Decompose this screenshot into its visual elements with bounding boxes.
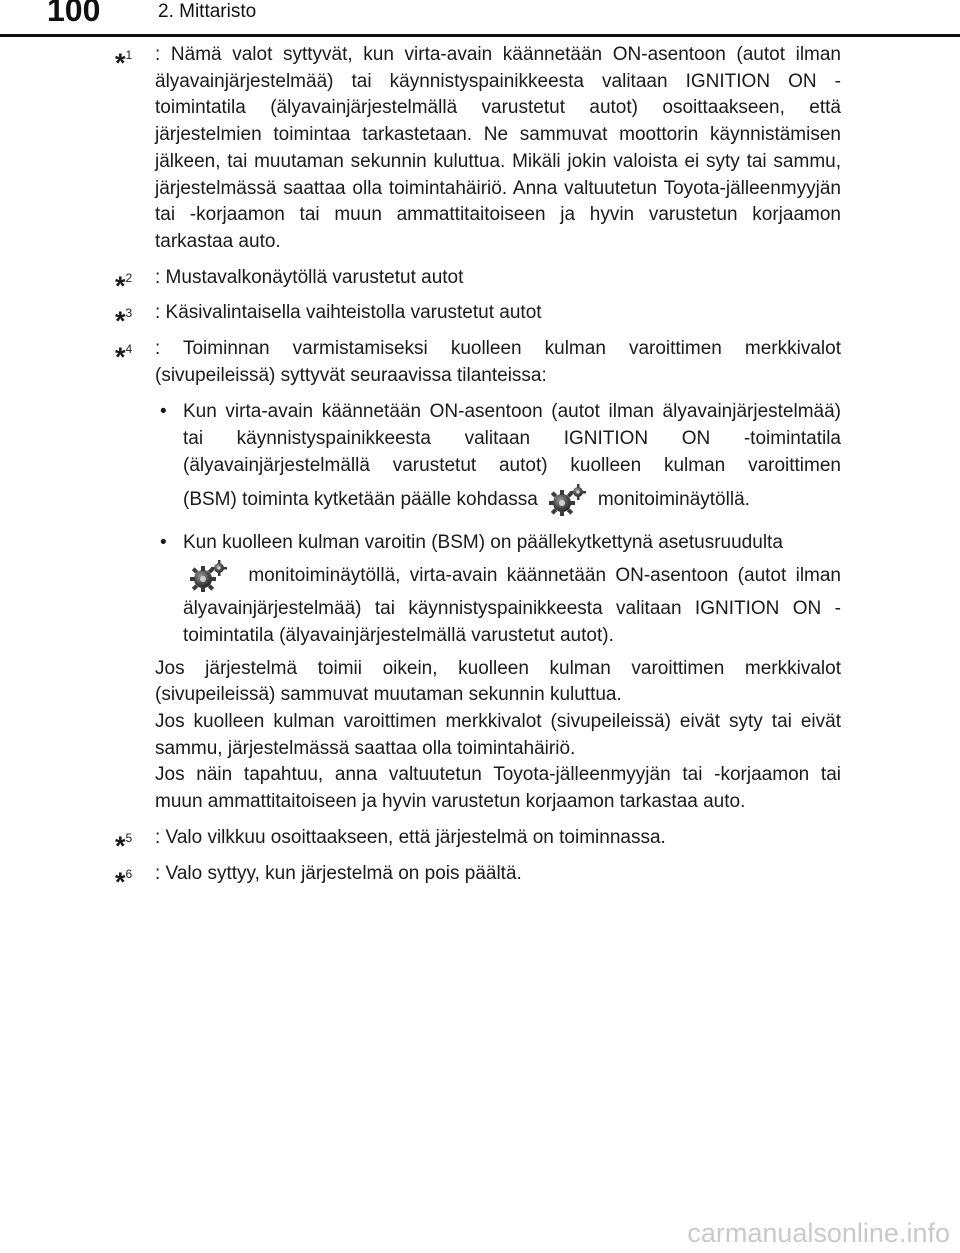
bullet-text: monitoiminäytöllä.	[597, 488, 750, 510]
header-rule	[0, 34, 960, 37]
bullet-item-1	[155, 399, 841, 519]
note4-followup	[155, 656, 841, 816]
footnote-text: : Valo vilkkuu osoittaakseen, että järjestelmä on toiminnassa.	[155, 826, 666, 848]
paragraph: Jos kuolleen kulman varoittimen merkkivalot (sivupeileissä) eivät syty tai eivät sammu, järjestelmässä saattaa olla toimintahäiriö.	[155, 711, 841, 759]
bullet-dot: •	[160, 401, 167, 423]
settings-gears-icon	[548, 483, 588, 517]
footnote-text: : Mustavalkonäytöllä varustetut autot	[155, 266, 464, 288]
footnote-2	[115, 265, 841, 301]
footnote-marker: *$^5$	[115, 830, 133, 861]
footnote-text: : Valo syttyy, kun järjestelmä on pois päältä.	[155, 862, 522, 884]
footnote-marker: *$^1$	[115, 48, 133, 78]
footnote-text: : Nämä valot syttyvät, kun virta-avain käännetään ON-asentoon (autot ilman älyavainjärjestelmää) tai käynnistyspainikkeesta valitaan IGNITION ON -toimintatila (älyavainjärjestelmällä varustetut autot) osoittaakseen, että järjestelmien toimintaa tarkastetaan. Ne sammuvat moottorin käynnistämisen jälkeen, tai muutaman sekunnin kuluttua. Mikäli jokin valoista ei syty tai sammu, järjestelmässä saattaa olla toimintahäiriö. Anna valtuutetun Toyota-jälleenmyyjän tai -korjaamon tai muun ammattitaitoiseen ja hyvin varustetun korjaamon tarkastaa auto.	[155, 44, 841, 252]
footnote-marker: *$^3$	[115, 306, 133, 337]
footnote-4	[115, 336, 841, 816]
bullet-item-2	[155, 530, 841, 650]
settings-gears-icon	[189, 559, 229, 593]
footnote-marker: *$^6$	[115, 866, 133, 897]
bullet-dot: •	[160, 531, 167, 553]
bullet-text: Kun virta-avain käännetään ON-asentoon (autot ilman älyavainjärjestelmää) tai käynnistyspainikkeesta valitaan IGNITION ON -toimintatila (älyavainjärjestelmällä varustetut autot) kuolleen kulman varoittimen	[183, 401, 841, 476]
footnote-5	[115, 825, 841, 861]
footnote-1	[115, 42, 841, 256]
footnote-6	[115, 861, 841, 897]
footnote-text: : Toiminnan varmistamiseksi kuolleen kulman varoittimen merkkivalot (sivupeileissä) syttyvät seuraavissa tilanteissa:	[155, 338, 841, 386]
paragraph: Jos näin tapahtuu, anna valtuutetun Toyota-jälleenmyyjän tai -korjaamon tai muun ammattitaitoiseen ja hyvin varustetun korjaamon tarkastaa auto.	[155, 764, 841, 813]
footnote-marker: *$^2$	[115, 270, 133, 301]
chapter-title: 2. Mittaristo	[158, 1, 257, 22]
paragraph: Jos järjestelmä toimii oikein, kuolleen kulman varoittimen merkkivalot (sivupeileissä) sammuvat muutaman sekunnin kuluttua.	[155, 657, 841, 706]
footnote-3	[115, 300, 841, 337]
watermark: carmanualsonline.info	[687, 1218, 950, 1248]
bullet-text: (BSM) toiminta kytketään päälle kohdassa	[183, 488, 538, 510]
notes-content	[115, 42, 841, 896]
page-header	[0, 0, 960, 40]
page-number: 100	[47, 0, 101, 28]
footnote-text: : Käsivalintaisella vaihteistolla varustetut autot	[155, 302, 542, 324]
bullet-text: monitoiminäytöllä, virta-avain käännetään ON-asentoon (autot ilman älyavainjärjestelmää) tai käynnistyspainikkeesta valitaan IGNITION ON -toimintatila (älyavainjärjestelmällä varustetut autot).	[183, 565, 842, 646]
bullet-text: Kun kuolleen kulman varoitin (BSM) on päällekytkettynä asetusruudulta	[183, 531, 783, 553]
footnote-marker: *$^4$	[115, 342, 133, 373]
